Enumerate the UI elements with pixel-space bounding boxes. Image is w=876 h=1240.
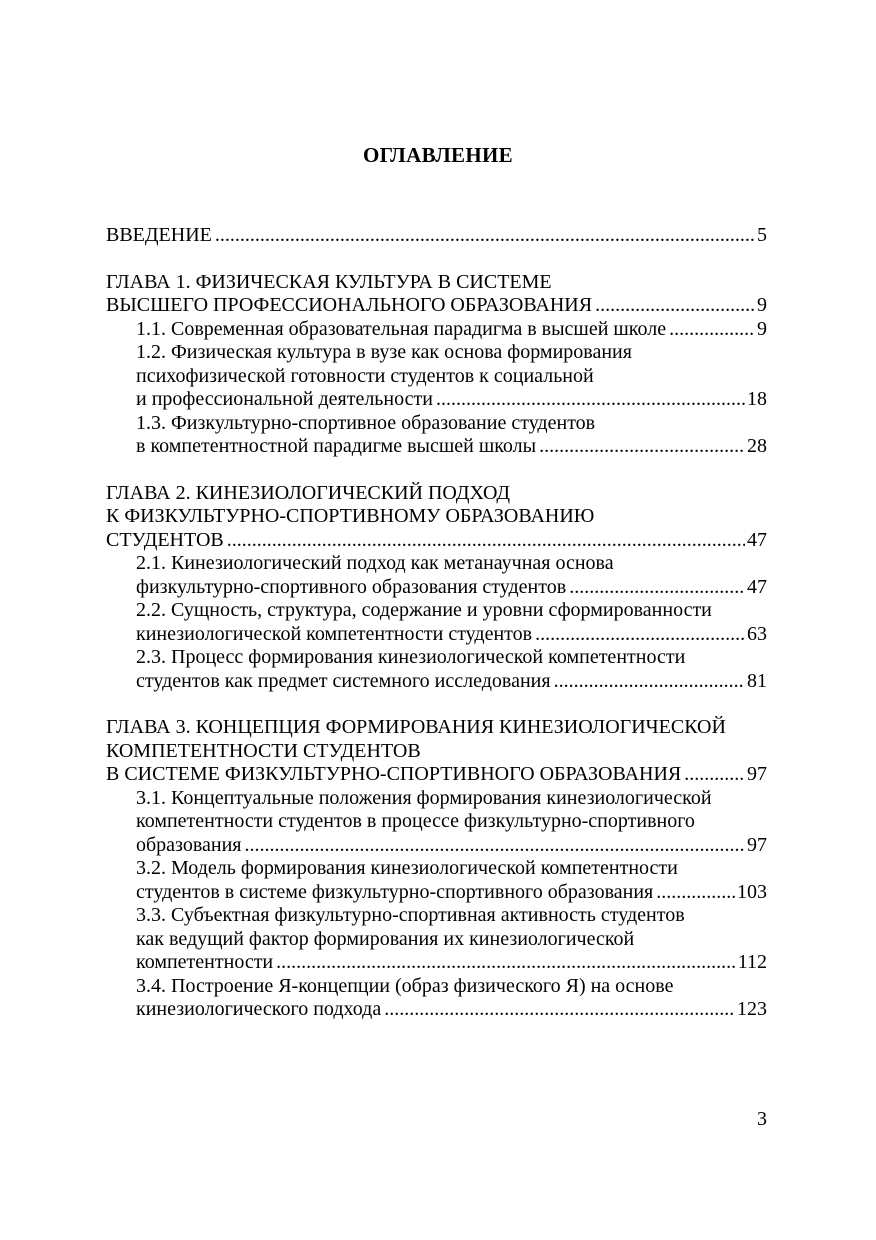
toc-page-number: 123 xyxy=(737,998,767,1020)
dot-leader xyxy=(436,388,745,412)
toc-entry-text: студентов как предмет системного исследования xyxy=(136,669,551,692)
toc-entry-line: психофизической готовности студентов к социальной xyxy=(136,364,594,387)
toc-page-number: 18 xyxy=(747,388,767,410)
dot-leader xyxy=(554,670,745,694)
toc-page-number: 81 xyxy=(747,669,767,692)
toc-page-number: 63 xyxy=(747,622,767,645)
toc-entry-last-line xyxy=(136,670,767,694)
toc-entry-text: в компетентностной парадигме высшей школы xyxy=(136,435,537,457)
toc-page-number: 47 xyxy=(747,528,767,551)
toc-entry-last-line xyxy=(136,881,767,905)
toc-page-number: 9 xyxy=(757,294,767,316)
toc-page-number: 28 xyxy=(747,435,767,457)
toc-subentry-3-3[interactable] xyxy=(106,904,767,975)
toc-entry-line: 2.2. Сущность, структура, содержание и уровни сформированности xyxy=(136,599,712,621)
toc-entry-text: физкультурно-спортивного образования студентов xyxy=(136,575,567,598)
chapter-heading-line: ГЛАВА 3. КОНЦЕПЦИЯ ФОРМИРОВАНИЯ КИНЕЗИОЛОГИЧЕСКОЙ xyxy=(106,716,726,738)
toc-entry-line: 1.2. Физическая культура в вузе как основа формирования xyxy=(136,341,632,363)
toc-entry-last-line xyxy=(136,435,767,459)
toc-subentry-2-3[interactable] xyxy=(106,646,767,693)
toc-entry-text: кинезиологического подхода xyxy=(136,998,382,1020)
toc-entry-text: кинезиологической компетентности студентов xyxy=(136,622,533,645)
chapter-heading-line: ГЛАВА 1. ФИЗИЧЕСКАЯ КУЛЬТУРА В СИСТЕМЕ xyxy=(106,270,552,293)
toc-section-chapter-3 xyxy=(106,716,767,1022)
toc-entry-line: 2.1. Кинезиологический подход как метанаучная основа xyxy=(136,552,614,574)
toc-section-chapter-1 xyxy=(106,271,767,459)
toc-entry-line: 3.4. Построение Я-концепции (образ физического Я) на основе xyxy=(136,974,674,997)
toc-section-chapter-2 xyxy=(106,482,767,694)
toc-entry-last-line xyxy=(136,834,767,858)
chapter-heading-line: КОМПЕТЕНТНОСТИ СТУДЕНТОВ xyxy=(106,739,421,762)
toc-subentry-1-3[interactable] xyxy=(106,412,767,459)
toc-entry-text: ВВЕДЕНИЕ xyxy=(106,224,212,246)
dot-leader xyxy=(684,763,745,787)
toc-page-number: 47 xyxy=(747,575,767,598)
toc-entry-last-line xyxy=(136,623,767,647)
toc-page-number: 112 xyxy=(737,951,767,973)
dot-leader xyxy=(569,576,745,600)
toc-entry-line: компетентности студентов в процессе физкультурно-спортивного xyxy=(136,810,695,832)
toc-entry-last-line xyxy=(136,576,767,600)
toc-entry-intro[interactable] xyxy=(106,224,767,248)
toc-entry-text: образования xyxy=(136,833,242,856)
dot-leader xyxy=(535,623,745,647)
toc-page-number: 97 xyxy=(747,833,767,856)
dot-leader xyxy=(595,294,755,318)
toc-entry-last-line xyxy=(136,388,767,412)
toc-entry-line: как ведущий фактор формирования их кинезиологической xyxy=(136,927,635,950)
toc-page-number: 9 xyxy=(757,317,767,340)
toc-page-number: 5 xyxy=(757,224,767,246)
dot-leader xyxy=(669,318,755,342)
toc-subentry-3-2[interactable] xyxy=(106,857,767,904)
toc-entry-line: 3.1. Концептуальные положения формирования кинезиологической xyxy=(136,786,712,809)
toc-entry-text: компетентности xyxy=(136,951,274,973)
page-number: 3 xyxy=(757,1108,767,1130)
toc-subentry-2-1[interactable] xyxy=(106,552,767,599)
chapter-heading-line: ГЛАВА 2. КИНЕЗИОЛОГИЧЕСКИЙ ПОДХОД xyxy=(106,481,511,504)
dot-leader xyxy=(245,834,746,858)
toc-section-intro xyxy=(106,224,767,248)
dot-leader xyxy=(215,224,755,248)
dot-leader xyxy=(384,998,735,1022)
toc-page-number: 97 xyxy=(747,763,767,785)
chapter-heading-line: К ФИЗКУЛЬТУРНО-СПОРТИВНОМУ ОБРАЗОВАНИЮ xyxy=(106,505,595,527)
table-of-contents xyxy=(106,224,767,1045)
toc-entry-text: СТУДЕНТОВ xyxy=(106,528,224,551)
toc-entry-line: 3.2. Модель формирования кинезиологической компетентности xyxy=(136,857,678,879)
dot-leader xyxy=(227,529,745,553)
toc-entry-text: студентов в системе физкультурно-спортивного образования xyxy=(136,880,654,903)
toc-entry-chapter-2[interactable] xyxy=(106,529,767,553)
dot-leader xyxy=(656,881,735,905)
toc-subentry-3-4[interactable] xyxy=(106,975,767,1022)
page-title: ОГЛАВЛЕНИЕ xyxy=(363,143,513,167)
toc-subentry-2-2[interactable] xyxy=(106,599,767,646)
toc-entry-text: и профессиональной деятельности xyxy=(136,388,433,410)
toc-entry-last-line xyxy=(136,318,767,342)
toc-subentry-1-2[interactable] xyxy=(106,341,767,412)
toc-entry-chapter-3[interactable] xyxy=(106,763,767,787)
toc-entry-line: 2.3. Процесс формирования кинезиологической компетентности xyxy=(136,646,686,668)
toc-page-number: 103 xyxy=(737,880,767,903)
toc-entry-line: 3.3. Субъектная физкультурно-спортивная активность студентов xyxy=(136,904,685,926)
dot-leader xyxy=(539,435,745,459)
dot-leader xyxy=(276,951,736,975)
toc-entry-chapter-1[interactable] xyxy=(106,294,767,318)
toc-subentry-3-1[interactable] xyxy=(106,787,767,858)
toc-entry-text: В СИСТЕМЕ ФИЗКУЛЬТУРНО-СПОРТИВНОГО ОБРАЗОВАНИЯ xyxy=(106,763,682,785)
toc-entry-text: ВЫСШЕГО ПРОФЕССИОНАЛЬНОГО ОБРАЗОВАНИЯ xyxy=(106,294,593,316)
toc-entry-last-line xyxy=(136,951,767,975)
toc-entry-line: 1.3. Физкультурно-спортивное образование студентов xyxy=(136,411,596,434)
toc-entry-last-line xyxy=(136,998,767,1022)
toc-entry-text: 1.1. Современная образовательная парадигма в высшей школе xyxy=(136,317,667,340)
toc-subentry-1-1[interactable] xyxy=(106,318,767,342)
